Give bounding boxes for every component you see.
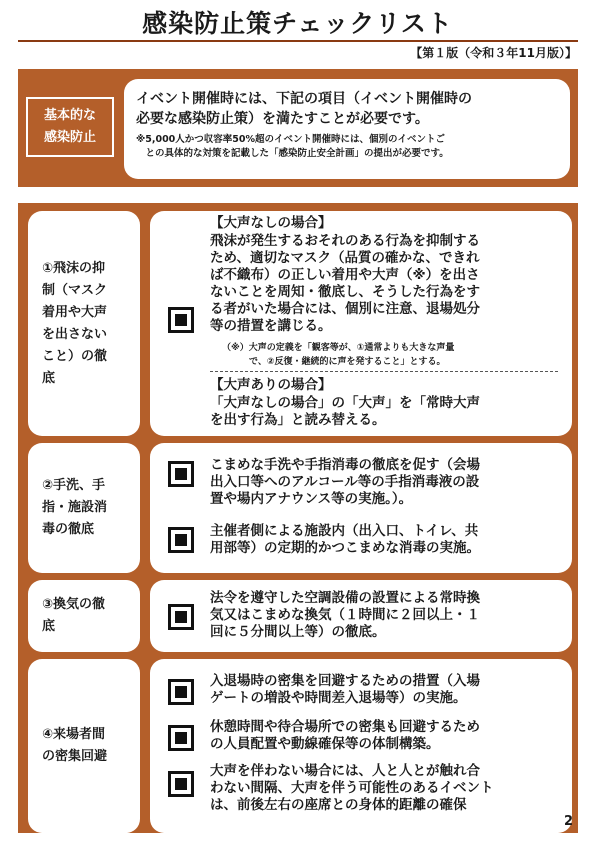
category-label: ②手洗、手 指・施設消 毒の徹底 (42, 478, 108, 537)
checkbox[interactable] (168, 461, 194, 487)
no-loud-text: 飛沫が発生するおそれのある行為を抑制する ため、適切なマスク（品質の確かな、できれ ば不織布）の正しい着用や大声（※）を出さ ないことを周知・徹底し、そうした行為をす る者がいた場合には、個別に注意、退場処分 等の措置を講じる。 (210, 233, 480, 334)
loud-heading: 【大声ありの場合】 (210, 377, 332, 393)
category-crowd-avoidance (28, 659, 140, 833)
category-droplet (28, 211, 140, 436)
intro-note (136, 133, 558, 161)
category-label: ①飛沫の抑 制（マスク 着用や大声 を出さない こと）の徹 底 (42, 260, 108, 386)
category-ventilation (28, 580, 140, 652)
intro-note-line: との具体的な対策を記載した「感染防止安全計画」の提出が必要です。 (136, 148, 449, 159)
intro-main-line: イベント開催時には、下記の項目（イベント開催時の (136, 91, 472, 107)
category-hand-hygiene (28, 443, 140, 573)
page-title: 感染防止策チェックリスト (142, 9, 453, 38)
intro-note-line: ※5,000人かつ収容率50%超のイベント開催時には、個別のイベントご (136, 134, 446, 145)
check-item-text: 入退場時の密集を回避するための措置（入場 ゲートの増設や時間差入退場等）の実施。 (210, 673, 480, 706)
intro-tag-line: 感染防止 (43, 130, 96, 145)
checkbox[interactable] (168, 604, 194, 630)
check-item-text: 休憩時間や待合場所での密集も回避するため の人員配置や動線確保等の体制構築。 (210, 719, 480, 752)
intro-box (18, 69, 578, 187)
loud-definition-note: （※）大声の定義を「観客等が、①通常よりも大きな声量 で、②反復・継続的に声を発すること」とする。 (222, 343, 455, 367)
intro-tag (26, 97, 114, 157)
intro-main-text (136, 89, 558, 129)
loud-text: 「大声なしの場合」の「大声」を「常時大声 を出す行為」と読み替える。 (210, 395, 480, 428)
check-item-text: 大声を伴わない場合には、人と人とが触れ合 わない間隔、大声を伴う可能性のあるイベント は、前後左右の座席との身体的距離の確保 (210, 763, 494, 813)
checkbox[interactable] (168, 679, 194, 705)
check-item-text: 法令を遵守した空調設備の設置による常時換 気又はこまめな換気（１時間に２回以上・１ 回に５分間以上等）の徹底。 (210, 590, 480, 640)
intro-panel (124, 79, 570, 179)
title-underline (18, 40, 578, 42)
content-droplet (150, 211, 572, 436)
intro-tag-line: 基本的な (43, 108, 96, 123)
checkbox[interactable] (168, 307, 194, 333)
checkbox[interactable] (168, 771, 194, 797)
page-number: 2 (563, 814, 573, 829)
intro-main-line: 必要な感染防止策）を満たすことが必要です。 (136, 111, 429, 127)
checkbox[interactable] (168, 527, 194, 553)
divider (210, 371, 558, 372)
checklist-box (18, 203, 578, 833)
category-label: ③換気の徹 底 (42, 597, 106, 634)
no-loud-heading: 【大声なしの場合】 (210, 215, 332, 231)
check-item-text: こまめな手洗や手指消毒の徹底を促す（会場 出入口等へのアルコール等の手指消毒液の設 置や場内アナウンス等の実施。）。 (210, 457, 480, 507)
edition-label: 【第１版（令和３年11月版）】 (410, 46, 577, 60)
check-item-text: 主催者側による施設内（出入口、トイレ、共 用部等）の定期的かつこまめな消毒の実施。 (210, 523, 480, 556)
checkbox[interactable] (168, 725, 194, 751)
content-ventilation (150, 580, 572, 652)
content-hand-hygiene (150, 443, 572, 573)
category-label: ④来場者間 の密集回避 (42, 727, 108, 764)
content-crowd-avoidance (150, 659, 572, 833)
